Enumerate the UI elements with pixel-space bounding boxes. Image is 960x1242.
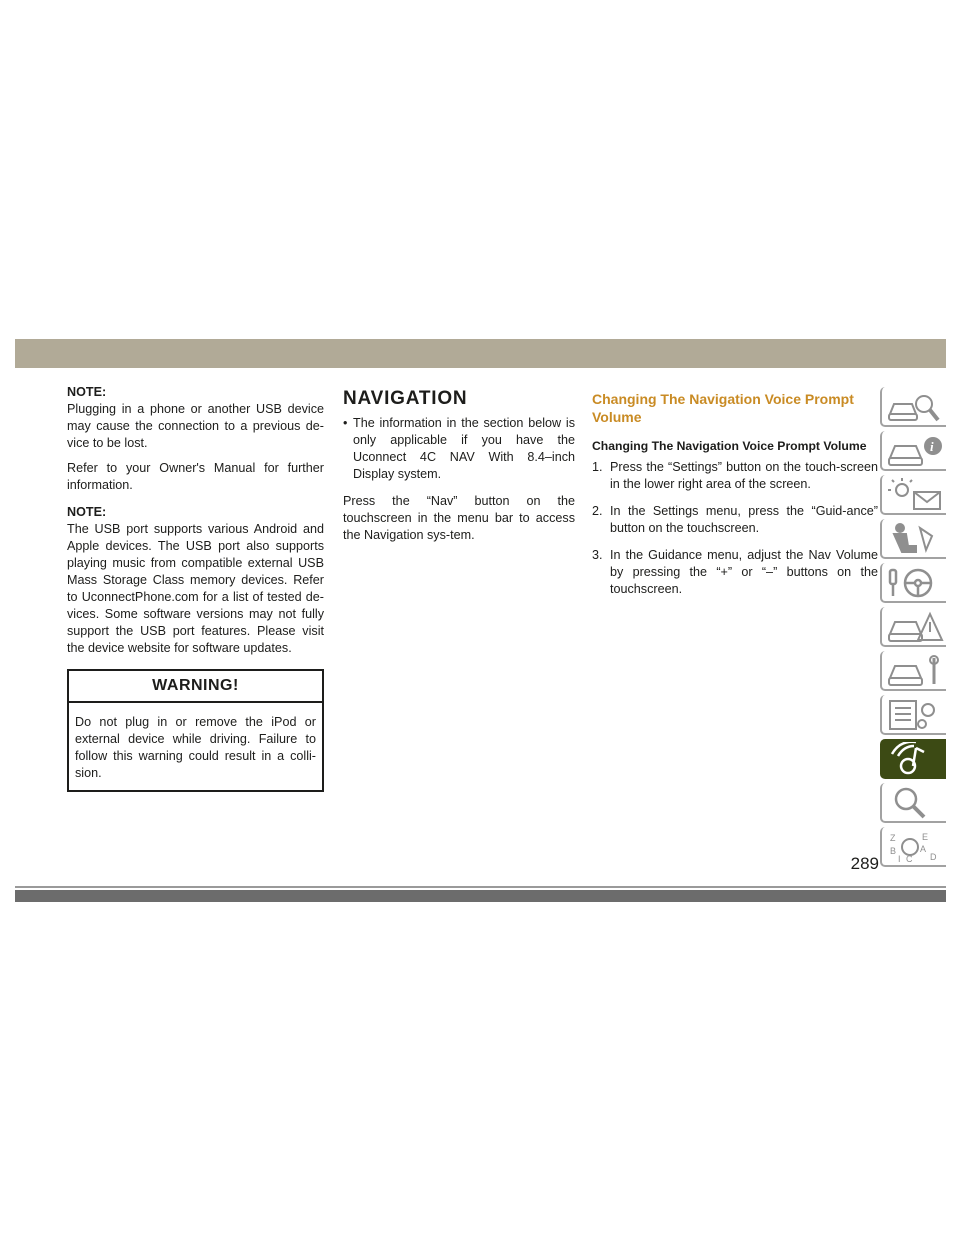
- subsection-heading: Changing The Navigation Voice Prompt Volume: [592, 391, 854, 425]
- header-band: [15, 339, 946, 368]
- car-service-wrench-icon: [886, 654, 944, 688]
- car-info-icon: [886, 434, 944, 468]
- right-column: [592, 384, 878, 608]
- multimedia-icon: [886, 742, 944, 776]
- tab-warning-lights[interactable]: [880, 475, 946, 515]
- procedure-heading: Changing The Navigation Voice Prompt Volume: [592, 439, 867, 453]
- tab-starting-operating[interactable]: [880, 563, 946, 603]
- list-item: [592, 547, 878, 598]
- bullet-dot: •: [343, 416, 348, 430]
- step-number: 2.: [592, 504, 603, 518]
- step-text: In the Guidance menu, adjust the Nav Volume by pressing the “+” or “–” buttons on the touchscreen.: [610, 548, 878, 596]
- tab-safety[interactable]: [880, 519, 946, 559]
- svg-text:D: D: [930, 852, 937, 862]
- step-number: 3.: [592, 548, 603, 562]
- warning-title: WARNING!: [69, 671, 322, 703]
- section-heading: NAVIGATION: [343, 388, 468, 409]
- svg-text:B: B: [890, 846, 897, 856]
- index-search-icon: [886, 786, 944, 820]
- tab-index[interactable]: [880, 783, 946, 823]
- left-column: [67, 384, 324, 792]
- tab-car-search[interactable]: [880, 387, 946, 427]
- tab-multimedia[interactable]: [880, 739, 946, 779]
- step-number: 1.: [592, 460, 603, 474]
- note-text: Plugging in a phone or another USB device may cause the connection to a previous de-vice to be lost.: [67, 402, 324, 450]
- note-text: The USB port supports various Android and Apple devices. The USB port also supports playing music from compatible external USB Mass Storage Class memory devices. Refer to UconnectPhone.com for a list of tested de-vices. Some software versions may not fully support the USB port features. Please visit the device website for software updates.: [67, 522, 324, 655]
- warning-box: [67, 669, 324, 792]
- spec-list-gear-icon: [886, 698, 944, 732]
- warning-text: Do not plug in or remove the iPod or external device while driving. Failure to follow this warning could result in a colli-sion.: [75, 715, 316, 780]
- paragraph: Press the “Nav” button on the touchscreen in the menu bar to access the Navigation sys-tem.: [343, 494, 575, 542]
- steps-list: [592, 459, 878, 598]
- tab-languages[interactable]: [880, 827, 946, 867]
- svg-text:I: I: [898, 854, 901, 864]
- car-search-icon: [886, 390, 944, 424]
- bullet-item: [343, 415, 575, 483]
- chapter-tabs: [880, 387, 946, 871]
- seat-airbag-icon: [886, 522, 944, 556]
- note-label: NOTE:: [67, 505, 107, 519]
- svg-text:Z: Z: [890, 833, 896, 843]
- tab-servicing[interactable]: [880, 651, 946, 691]
- svg-text:A: A: [920, 844, 927, 854]
- languages-index-icon: [886, 830, 944, 864]
- refer-text: Refer to your Owner's Manual for further information.: [67, 461, 324, 492]
- step-text: Press the “Settings” button on the touch-screen in the lower right area of the screen.: [610, 460, 878, 491]
- warning-lights-message-icon: [886, 478, 944, 512]
- steering-wheel-key-icon: [886, 566, 944, 600]
- bullet-text: The information in the section below is only applicable if you have the Uconnect 4C NAV With 8.4–inch Display system.: [353, 416, 575, 481]
- svg-text:i: i: [930, 439, 934, 454]
- middle-column: [343, 384, 575, 552]
- tab-specifications[interactable]: [880, 695, 946, 735]
- page-number: 289: [850, 854, 879, 873]
- car-warning-triangle-icon: [886, 610, 944, 644]
- svg-text:E: E: [922, 832, 929, 842]
- step-text: In the Settings menu, press the “Guid-ance” button on the touchscreen.: [610, 504, 878, 535]
- list-item: [592, 459, 878, 493]
- footer-rule: [15, 886, 946, 888]
- note-label: NOTE:: [67, 385, 107, 399]
- list-item: [592, 503, 878, 537]
- tab-emergency[interactable]: [880, 607, 946, 647]
- tab-car-info[interactable]: [880, 431, 946, 471]
- svg-text:C: C: [906, 854, 913, 864]
- footer-band: [15, 890, 946, 902]
